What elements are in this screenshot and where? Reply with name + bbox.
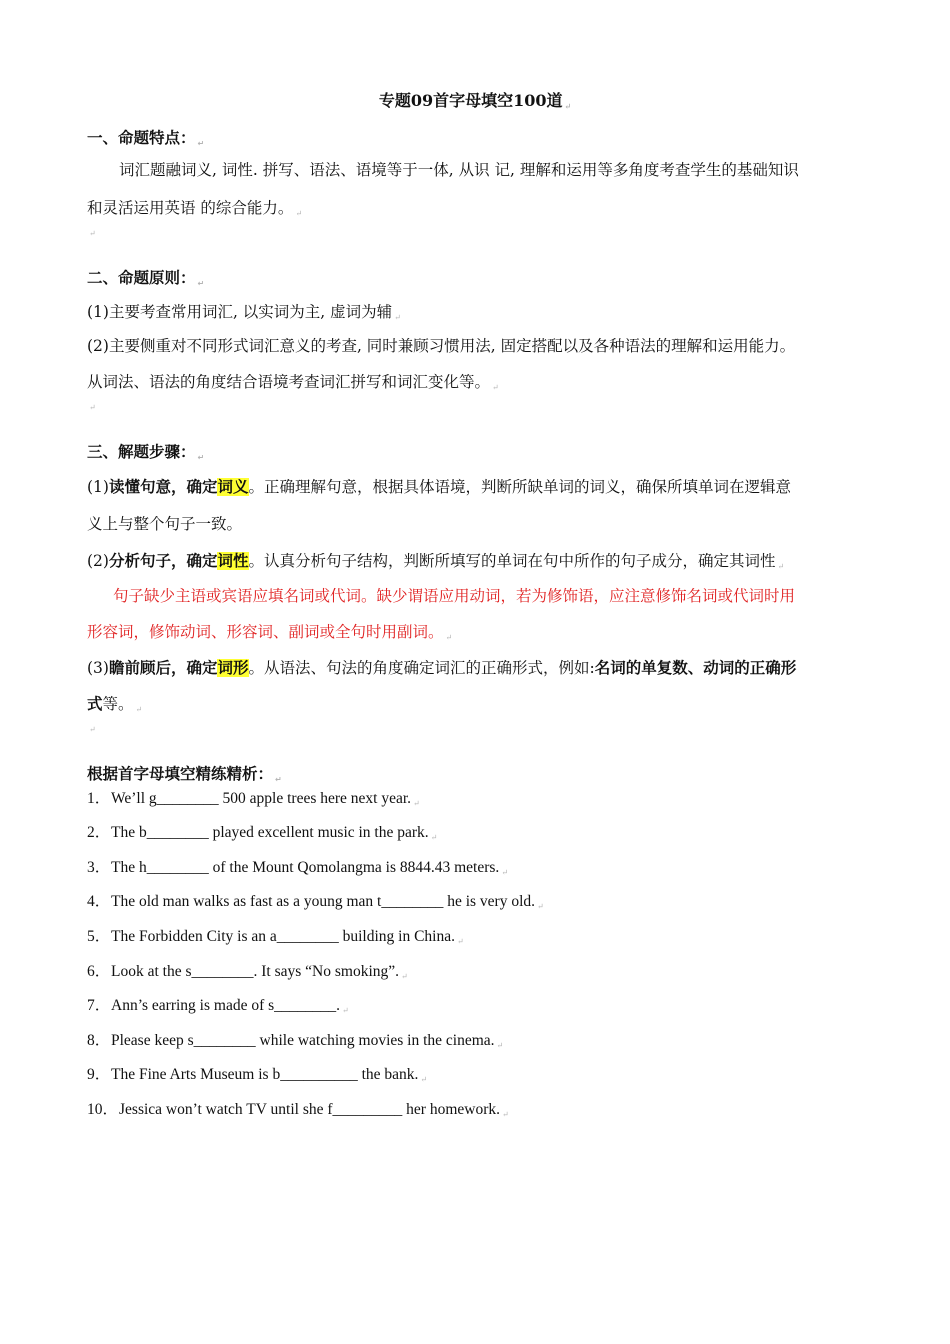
question-item: 2．The b________ played excellent music in the park. ↵ (87, 824, 438, 842)
paragraph-mark: ↵ (89, 229, 96, 238)
section-heading-features: 一、命题特点： ↵ (87, 129, 205, 148)
principle-1: (1)主要考查常用词汇, 以实词为主, 虚词为辅 ↵ (87, 303, 401, 322)
note-line-1: 句子缺少主语或宾语应填名词或代词。缺少谓语应用动词，若为修饰语，应注意修饰名词或代词时用 (113, 587, 796, 605)
features-paragraph-line-2: 和灵活运用英语 的综合能力。 ↵ (87, 199, 303, 218)
question-item: 8．Please keep s________ while watching movies in the cinema. ↵ (87, 1032, 504, 1050)
section-heading-principles: 二、命题原则： ↵ (87, 269, 205, 288)
paragraph-mark: ↵ (457, 937, 464, 946)
paragraph-mark: ↵ (413, 799, 420, 808)
features-paragraph-line-1: 词汇题融词义, 词性. 拼写、语法、语境等于一体, 从识 记, 理解和运用等多角度考查学生的基础知识 (119, 161, 799, 179)
question-item: 7．Ann’s earring is made of s________. ↵ (87, 997, 349, 1015)
paragraph-mark: ↵ (777, 562, 785, 571)
question-item: 1．We’ll g________ 500 apple trees here next year. ↵ (87, 790, 420, 808)
empty-paragraph (87, 218, 864, 244)
paragraph-mark: ↵ (501, 1110, 509, 1119)
paragraph-mark: ↵ (342, 1006, 349, 1015)
highlight-term: 词形 (217, 659, 249, 677)
page-title: 专题09首字母填空100道 ↵ (378, 91, 572, 111)
paragraph-mark: ↵ (430, 833, 438, 842)
highlight-term: 词性 (217, 552, 249, 570)
question-item: 6．Look at the s________. It says “No smoking”. ↵ (87, 963, 408, 981)
step-2: (2)分析句子，确定词性。认真分析句子结构，判断所填写的单词在句中所作的句子成分，确定其词性 ↵ (87, 552, 785, 571)
note-line-2: 形容词，修饰动词、形容词、副词或全句时用副词。 ↵ (87, 623, 453, 642)
paragraph-mark: ↵ (401, 972, 408, 981)
step-3-line-1: (3)瞻前顾后，确定词形。从语法、句法的角度确定词汇的正确形式，例如:名词的单复数、动词的正确形 (87, 659, 797, 677)
paragraph-mark: ↵ (501, 868, 509, 877)
paragraph-mark: ↵ (135, 705, 143, 714)
paragraph-mark: ↵ (445, 633, 453, 642)
step-1-line-1: (1)读懂句意，确定词义。正确理解句意，根据具体语境，判断所缺单词的词义，确保所填单词在逻辑意 (87, 478, 792, 496)
paragraph-mark: ↵ (89, 725, 96, 734)
paragraph-mark: ↵ (394, 313, 401, 322)
paragraph-mark: ↵ (564, 101, 572, 111)
paragraph-mark: ↵ (537, 902, 544, 911)
paragraph-mark: ↵ (197, 453, 205, 462)
question-item: 4．The old man walks as fast as a young man t________ he is very old. ↵ (87, 893, 544, 911)
paragraph-mark: ↵ (275, 775, 282, 784)
paragraph-mark: ↵ (492, 383, 499, 392)
empty-paragraph (87, 392, 864, 418)
principle-2-line-1: (2)主要侧重对不同形式词汇意义的考查, 同时兼顾习惯用法, 固定搭配以及各种语法的理解和运用能力。 (87, 337, 796, 355)
paragraph-mark: ↵ (295, 209, 303, 218)
paragraph-mark: ↵ (420, 1075, 428, 1084)
highlight-term: 词义 (217, 478, 249, 496)
paragraph-mark: ↵ (89, 403, 96, 412)
step-1-line-2: 义上与整个句子一致。 (87, 515, 243, 533)
question-item: 9．The Fine Arts Museum is b__________ the bank. ↵ (87, 1066, 428, 1084)
section-heading-steps: 三、解题步骤： ↵ (87, 443, 205, 462)
paragraph-mark: ↵ (197, 279, 205, 288)
principle-2-line-2: 从词法、语法的角度结合语境考查词汇拼写和词汇变化等。 ↵ (87, 373, 499, 392)
paragraph-mark: ↵ (496, 1041, 504, 1050)
exercise-heading: 根据首字母填空精练精析： ↵ (87, 765, 282, 784)
question-item: 5．The Forbidden City is an a________ building in China. ↵ (87, 928, 464, 946)
question-item: 10．Jessica won’t watch TV until she f_________ her homework. ↵ (87, 1101, 509, 1119)
step-3-line-2: 式等。 ↵ (87, 695, 143, 714)
question-item: 3．The h________ of the Mount Qomolangma is 8844.43 meters. ↵ (87, 859, 509, 877)
empty-paragraph (87, 714, 864, 740)
paragraph-mark: ↵ (197, 139, 205, 148)
